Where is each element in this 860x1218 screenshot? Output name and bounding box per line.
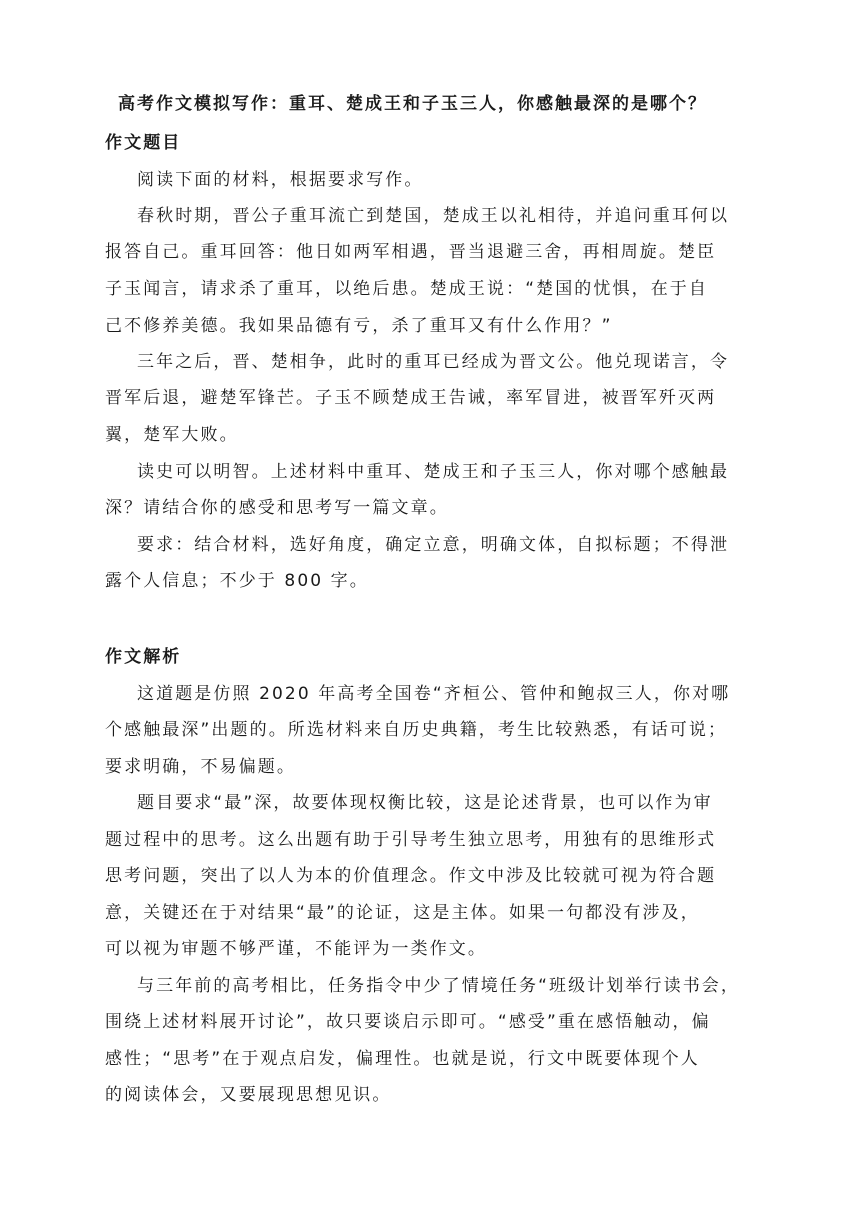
section-heading-analysis: 作文解析 [105, 647, 182, 667]
paragraph-line: 露个人信息；不少于 800 字。 [105, 571, 369, 591]
paragraph-line: 报答自己。重耳回答：他日如两军相遇，晋当退避三舍，再相周旋。楚臣 [105, 242, 717, 262]
document-title: 高考作文模拟写作：重耳、楚成王和子玉三人，你感触最深的是哪个？ [118, 94, 707, 114]
paragraph-line: 题目要求“最”深，故要体现权衡比较，这是论述背景，也可以作为审 [137, 793, 713, 813]
paragraph-line: 三年之后，晋、楚相争，此时的重耳已经成为晋文公。他兑现诺言，令 [137, 352, 730, 372]
paragraph-line: 深？请结合你的感受和思考写一篇文章。 [105, 498, 449, 518]
paragraph-line: 与三年前的高考相比，任务指令中少了情境任务“班级计划举行读书会， [137, 976, 741, 996]
section-heading-prompt: 作文题目 [105, 133, 182, 153]
paragraph-line: 子玉闻言，请求杀了重耳，以绝后患。楚成王说：“楚国的忧惧，在于自 [105, 279, 709, 299]
paragraph-line: 可以视为审题不够严谨，不能评为一类作文。 [105, 939, 487, 959]
paragraph-line: 翼，楚军大败。 [105, 425, 239, 445]
paragraph-line: 思考问题，突出了以人为本的价值理念。作文中涉及比较就可视为符合题 [105, 866, 717, 886]
paragraph-line: 阅读下面的材料，根据要求写作。 [137, 170, 424, 190]
paragraph-line: 围绕上述材料展开讨论”，故只要谈启示即可。“感受”重在感悟触动，偏 [105, 1012, 711, 1032]
paragraph-line: 春秋时期，晋公子重耳流亡到楚国，楚成王以礼相待，并追问重耳何以 [137, 206, 730, 226]
paragraph-line: 题过程中的思考。这么出题有助于引导考生独立思考，用独有的思维形式 [105, 830, 717, 850]
paragraph-line: 要求明确，不易偏题。 [105, 757, 296, 777]
paragraph-line: 感性；“思考”在于观点启发，偏理性。也就是说，行文中既要体现个人 [105, 1049, 700, 1069]
paragraph-line: 晋军后退，避楚军锋芒。子玉不顾楚成王告诫，率军冒进，被晋军歼灭两 [105, 388, 717, 408]
paragraph-line: 要求：结合材料，选好角度，确定立意，明确文体，自拟标题；不得泄 [137, 535, 730, 555]
paragraph-line: 这道题是仿照 2020 年高考全国卷“齐桓公、管仲和鲍叔三人，你对哪 [137, 684, 731, 704]
paragraph-line: 个感触最深”出题的。所选材料来自历史典籍，考生比较熟悉，有话可说； [105, 720, 728, 740]
paragraph-line: 己不修养美德。我如果品德有亏，杀了重耳又有什么作用？” [105, 316, 613, 336]
paragraph-line: 意，关键还在于对结果“最”的论证，这是主体。如果一句都没有涉及， [105, 903, 700, 923]
paragraph-line: 读史可以明智。上述材料中重耳、楚成王和子玉三人，你对哪个感触最 [137, 462, 730, 482]
paragraph-line: 的阅读体会，又要展现思想见识。 [105, 1085, 392, 1105]
